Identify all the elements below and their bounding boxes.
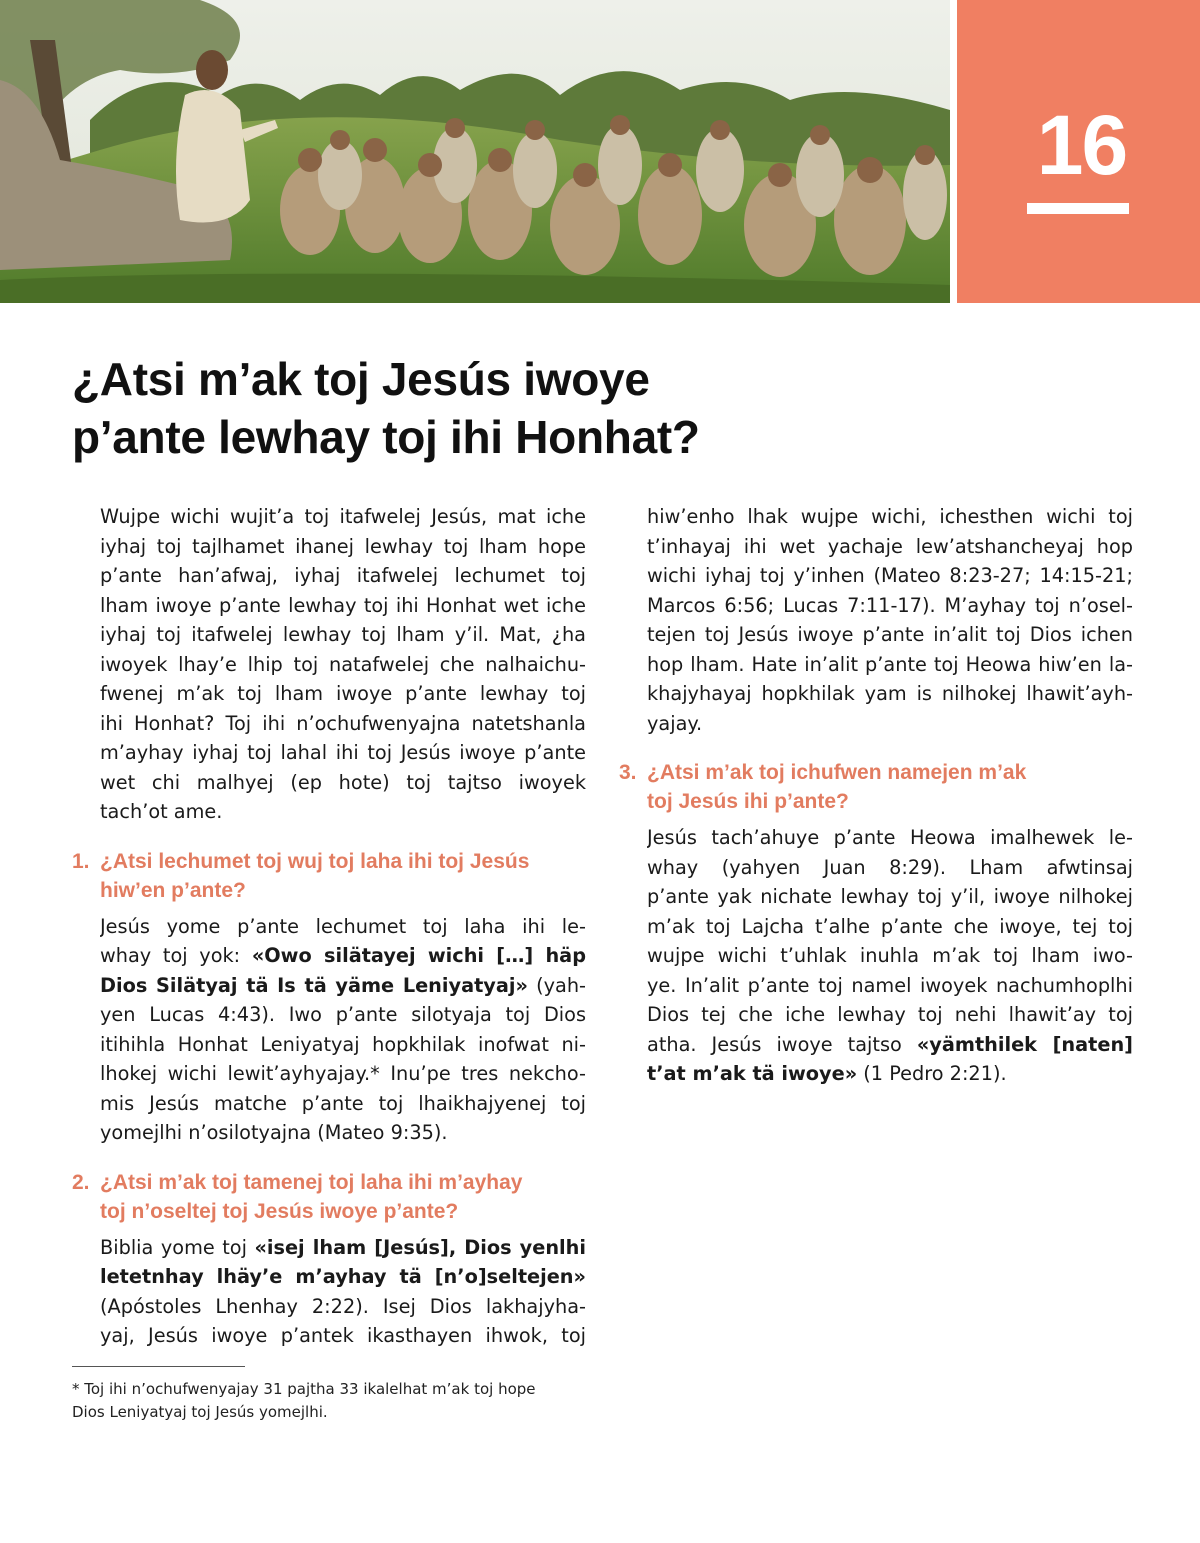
- question-number: 2.: [72, 1170, 90, 1194]
- text-line: itihihla Honhat Leniyatyaj hopkhilak inofwat ni-: [100, 1032, 586, 1056]
- footnote-line: Dios Leniyatyaj toj Jesús yomejlhi.: [72, 1403, 328, 1421]
- text-line: hop lham. Hate in’alit p’ante toj Heowa hiw’en la-: [647, 652, 1133, 676]
- scripture-quote: letetnhay lhäy’e m’ayhay tä [n’o]seltejen»: [100, 1265, 586, 1288]
- text-line: mis Jesús matche p’ante toj lhaikhajyenej toj: [100, 1091, 586, 1115]
- text-line: m’ayhay iyhaj toj lahal ihi toj Jesús iwoye p’ante: [100, 741, 586, 764]
- scripture-quote: «yämthilek [naten]: [916, 1032, 1133, 1056]
- text-line: yomejlhi n’osilotyajna (Mateo 9:35).: [100, 1121, 448, 1144]
- text-run: atha. Jesús iwoye tajtso: [647, 1032, 917, 1056]
- question-text: ¿Atsi m’ak toj ichufwen namejen m’ak: [647, 761, 1027, 784]
- answer-3-paragraph: [647, 823, 1133, 1089]
- text-line: wet chi malhyej (ep hote) toj tajtso iwoyek: [100, 770, 586, 794]
- scripture-quote: «Owo silätayej wichi […] häp: [251, 944, 586, 967]
- text-line: lhokej wichi lewit’ayhyajay.* Inu’pe tres nekcho-: [100, 1062, 586, 1085]
- text-line: [100, 971, 586, 1001]
- text-run: (yah-: [527, 973, 586, 997]
- answer-2-continued: [647, 502, 1133, 738]
- scripture-quote: «isej lham [Jesús], Dios yenlhi: [254, 1235, 586, 1259]
- lesson-number-underline: [1027, 203, 1129, 214]
- footnote: [72, 1378, 592, 1424]
- text-line: Wujpe wichi wujit’a toj itafwelej Jesús, mat iche: [100, 505, 586, 528]
- text-line: lham iwoye p’ante lewhay toj ihi Honhat wet iche: [100, 593, 586, 617]
- intro-paragraph: [100, 502, 586, 827]
- text-line: [100, 1233, 586, 1263]
- answer-2-paragraph: [100, 1233, 586, 1351]
- text-line: Dios tej che iche lewhay toj nehi lhawit’ay toj: [647, 1003, 1133, 1026]
- text-line: hiw’enho lhak wujpe wichi, ichesthen wichi toj: [647, 505, 1133, 528]
- text-line: tejen toj Jesús iwoye p’ante in’alit toj Dios ichen: [647, 623, 1133, 646]
- left-column: [72, 502, 586, 1351]
- text-line: Jesús tach’ahuye p’ante Heowa imalhewek le-: [647, 826, 1133, 849]
- question-text: ¿Atsi lechumet toj wuj toj laha ihi toj Jesús: [100, 849, 530, 873]
- header-photo-illustration: [0, 0, 950, 303]
- question-1: [72, 847, 586, 905]
- page-title-line: ¿Atsi m’ak toj Jesús iwoye: [72, 353, 650, 405]
- text-line: Marcos 6:56; Lucas 7:11-17). M’ayhay toj n’osel-: [647, 593, 1133, 617]
- question-text: toj n’oseltej toj Jesús iwoye p’ante?: [100, 1199, 459, 1223]
- text-line: wichi iyhaj toj y’inhen (Mateo 8:23-27; 14:15-21;: [647, 564, 1133, 587]
- text-line: [647, 1059, 1133, 1089]
- question-2: [72, 1168, 586, 1226]
- question-number: 1.: [72, 849, 90, 873]
- text-line: whay (yahyen Juan 8:29). Lham afwtinsaj: [647, 855, 1133, 879]
- scripture-quote: t’at m’ak tä iwoye»: [647, 1062, 858, 1085]
- text-line: khajyhayaj hopkhilak yam is nilhokej lhawit’ayh-: [647, 682, 1133, 705]
- text-line: yaj, Jesús iwoye p’antek ikasthayen ihwok, toj: [100, 1324, 586, 1347]
- text-line: p’ante yak nichate lewhay toj y’il, iwoye nilhokej: [647, 885, 1133, 908]
- lesson-number-badge: [957, 0, 1200, 303]
- text-line: [100, 941, 586, 971]
- text-line: yajay.: [647, 711, 703, 735]
- text-line: t’inhayaj ihi wet yachaje lew’atshancheyaj hop: [647, 534, 1133, 558]
- scripture-quote: Dios Silätyaj tä Is tä yäme Leniyatyaj»: [100, 973, 528, 997]
- question-number: 3.: [619, 761, 637, 784]
- text-line: iwoyek lhay’e lhip toj natafwelej che nalhaichu-: [100, 652, 586, 676]
- right-column: [619, 502, 1133, 1089]
- page-title: [72, 350, 892, 466]
- text-line: iyhaj toj itafwelej lewhay toj lham y’il. Mat, ¿ha: [100, 623, 586, 646]
- question-text: ¿Atsi m’ak toj tamenej toj laha ihi m’ayhay: [100, 1170, 523, 1194]
- text-line: yen Lucas 4:43). Iwo p’ante silotyaja toj Dios: [100, 1003, 586, 1026]
- question-text: hiw’en p’ante?: [100, 878, 246, 902]
- text-line: Jesús yome p’ante lechumet toj laha ihi le-: [100, 914, 586, 938]
- text-line: tach’ot ame.: [100, 800, 223, 823]
- question-3: [619, 758, 1133, 816]
- text-run: whay toj yok:: [100, 944, 252, 967]
- text-run: (1 Pedro 2:21).: [857, 1062, 1007, 1085]
- text-line: ye. In’alit p’ante toj namel iwoyek nachumhoplhi: [647, 973, 1133, 997]
- text-line: p’ante han’afwaj, iyhaj itafwelej lechumet toj: [100, 564, 586, 587]
- text-line: m’ak toj Lajcha t’alhe p’ante che iwoye, tej toj: [647, 914, 1133, 938]
- text-line: [100, 1262, 586, 1292]
- text-line: iyhaj toj tajlhamet ihanej lewhay toj lham hope: [100, 534, 586, 558]
- answer-1-paragraph: [100, 912, 586, 1148]
- footnote-line: * Toj ihi n’ochufwenyajay 31 pajtha 33 ikalelhat m’ak toj hope: [72, 1380, 536, 1398]
- text-line: fwenej m’ak toj lham iwoye p’ante lewhay toj: [100, 682, 586, 705]
- text-line: wujpe wichi t’uhlak inuhla m’ak toj lham iwo-: [647, 944, 1133, 967]
- text-run: Biblia yome toj: [100, 1235, 255, 1259]
- page-title-line: p’ante lewhay toj ihi Honhat?: [72, 411, 700, 463]
- header-photo: [0, 0, 950, 303]
- footnote-divider: [72, 1366, 245, 1367]
- lesson-number: 16: [1036, 98, 1127, 192]
- text-line: [647, 1030, 1133, 1060]
- text-line: ihi Honhat? Toj ihi n’ochufwenyajna natetshanla: [100, 711, 586, 735]
- text-line: (Apóstoles Lhenhay 2:22). Isej Dios lakhajyha-: [100, 1294, 586, 1318]
- question-text: toj Jesús ihi p’ante?: [647, 790, 849, 813]
